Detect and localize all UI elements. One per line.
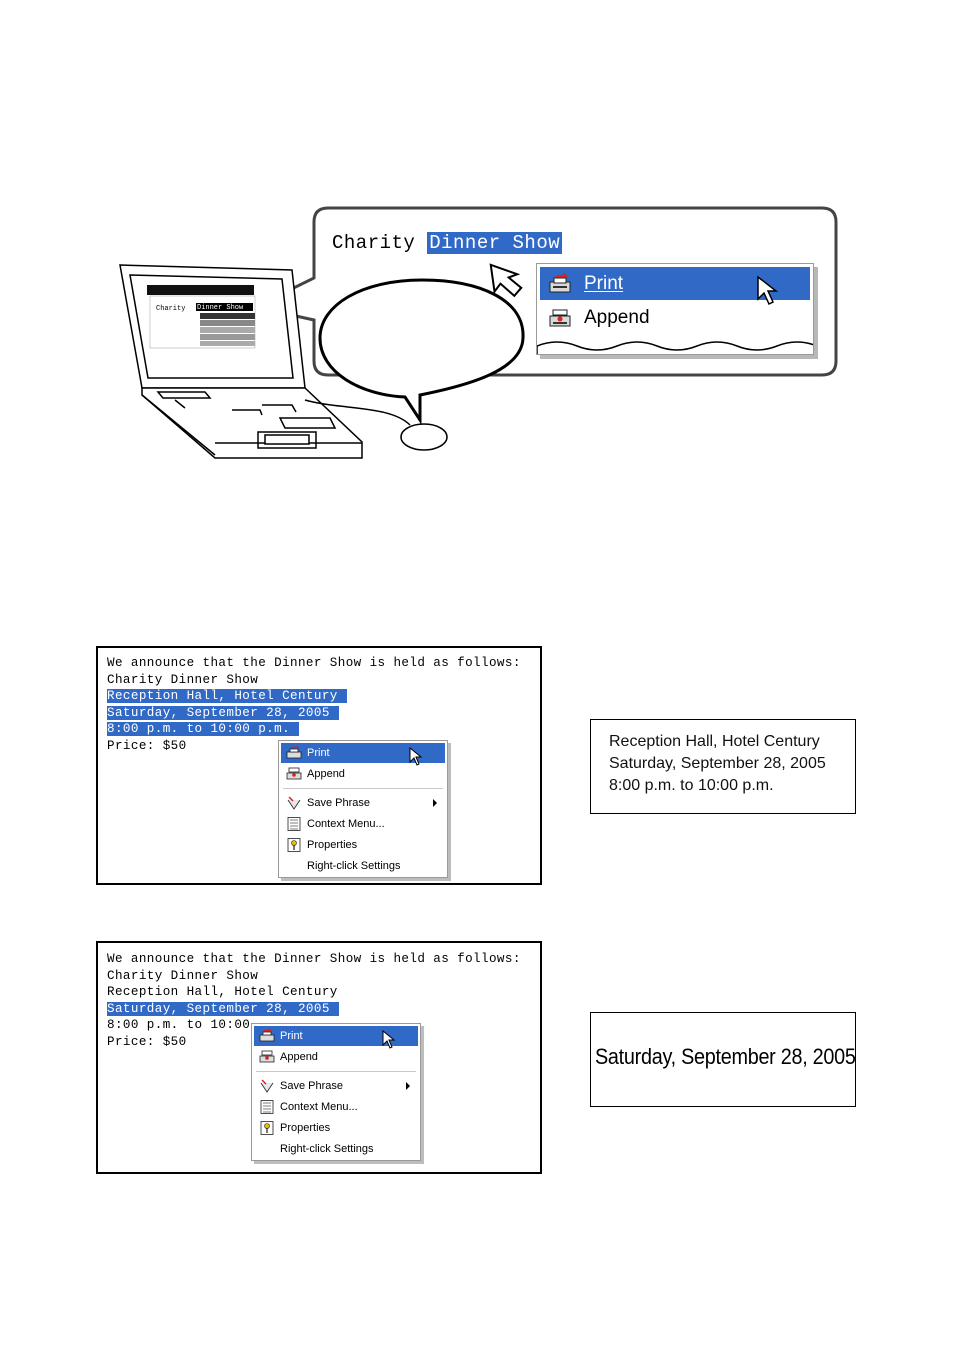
print-icon <box>548 273 572 295</box>
menu2-item-append[interactable] <box>254 1047 418 1067</box>
menu2-label-properties: Properties <box>280 1122 331 1134</box>
laptop-screen-text: Charity <box>156 305 186 313</box>
menu2-item-context-menu[interactable] <box>254 1097 418 1117</box>
doc1-line-2: Charity Dinner Show <box>107 672 259 687</box>
doc2-line-4-selected[interactable]: Saturday, September 28, 2005 <box>107 1001 339 1018</box>
zoom-selected-text <box>332 232 562 254</box>
menu1-item-save-phrase[interactable] <box>281 793 445 813</box>
menu2-item-properties[interactable] <box>254 1118 418 1138</box>
menu1-label-context-menu: Context Menu... <box>307 818 385 830</box>
submenu-arrow-icon <box>406 1082 410 1090</box>
zoom-text-selected[interactable]: Dinner Show <box>429 232 561 254</box>
menu2-item-rightclick-settings[interactable] <box>254 1139 418 1159</box>
save-phrase-icon <box>286 796 302 810</box>
print-result-1 <box>590 719 856 814</box>
menu1-item-rightclick-settings[interactable] <box>281 856 445 876</box>
menu1-label-save-phrase: Save Phrase <box>307 797 370 809</box>
zoom-text-plain: Charity <box>332 232 428 254</box>
doc2-line-1: We announce that the Dinner Show is held as follows: <box>107 952 521 966</box>
context-menu-2 <box>251 1023 421 1161</box>
properties-icon <box>286 838 302 852</box>
doc1-line-4-selected[interactable]: Saturday, September 28, 2005 <box>107 705 339 722</box>
illustration <box>0 0 954 520</box>
result1-line-2: Saturday, September 28, 2005 <box>609 755 826 772</box>
menu1-label-append: Append <box>307 768 345 780</box>
menu2-item-save-phrase[interactable] <box>254 1076 418 1096</box>
zoom-menu-item-append[interactable] <box>540 301 810 334</box>
menu2-label-append: Append <box>280 1051 318 1063</box>
menu1-item-print[interactable] <box>281 743 445 763</box>
menu1-item-append[interactable] <box>281 764 445 784</box>
menu2-label-print: Print <box>280 1030 303 1042</box>
properties-icon <box>259 1121 275 1135</box>
result2-text: Saturday, September 28, 2005 <box>595 1044 856 1069</box>
doc1-line-1: We announce that the Dinner Show is held as follows: <box>107 656 521 670</box>
submenu-arrow-icon <box>433 799 437 807</box>
append-icon <box>286 767 302 781</box>
document-pane-2 <box>96 941 542 1174</box>
laptop-screen-selected: Dinner Show <box>197 304 244 312</box>
menu1-label-print: Print <box>307 747 330 759</box>
menu2-item-print[interactable] <box>254 1026 418 1046</box>
menu2-label-rightclick-settings: Right-click Settings <box>280 1143 374 1155</box>
zoom-context-menu <box>536 263 814 355</box>
menu-continuation-wave <box>537 336 813 355</box>
doc2-line-3: Reception Hall, Hotel Century <box>107 985 338 999</box>
append-icon <box>548 307 572 329</box>
context-menu-icon <box>259 1100 275 1114</box>
speech-bubble <box>320 280 523 420</box>
context-menu-1 <box>278 740 448 878</box>
print-icon <box>286 746 302 760</box>
result1-line-3: 8:00 p.m. to 10:00 p.m. <box>609 777 774 794</box>
append-icon <box>259 1050 275 1064</box>
doc2-line-2: Charity Dinner Show <box>107 968 259 983</box>
menu2-label-context-menu: Context Menu... <box>280 1101 358 1113</box>
laptop-illustration <box>0 0 954 520</box>
document-pane-1 <box>96 646 542 885</box>
menu1-label-properties: Properties <box>307 839 358 851</box>
menu2-separator <box>256 1071 416 1072</box>
doc1-line-3-selected[interactable]: Reception Hall, Hotel Century <box>107 688 347 705</box>
zoom-menu-label-append: Append <box>584 307 650 328</box>
doc1-line-6: Price: $50 <box>107 738 187 753</box>
menu1-label-rightclick-settings: Right-click Settings <box>307 860 401 872</box>
result1-line-1: Reception Hall, Hotel Century <box>609 733 820 750</box>
context-menu-icon <box>286 817 302 831</box>
print-icon <box>259 1029 275 1043</box>
doc2-line-5: 8:00 p.m. to 10:00 <box>107 1018 251 1032</box>
zoom-menu-item-print[interactable] <box>540 267 810 300</box>
doc2-line-6: Price: $50 <box>107 1034 187 1049</box>
menu1-item-properties[interactable] <box>281 835 445 855</box>
menu1-item-context-menu[interactable] <box>281 814 445 834</box>
menu1-separator <box>283 788 443 789</box>
doc1-line-5-selected[interactable]: 8:00 p.m. to 10:00 p.m. <box>107 721 299 738</box>
zoom-menu-label-print: Print <box>584 273 624 294</box>
save-phrase-icon <box>259 1079 275 1093</box>
menu2-label-save-phrase: Save Phrase <box>280 1080 343 1092</box>
print-result-2 <box>590 1012 856 1107</box>
